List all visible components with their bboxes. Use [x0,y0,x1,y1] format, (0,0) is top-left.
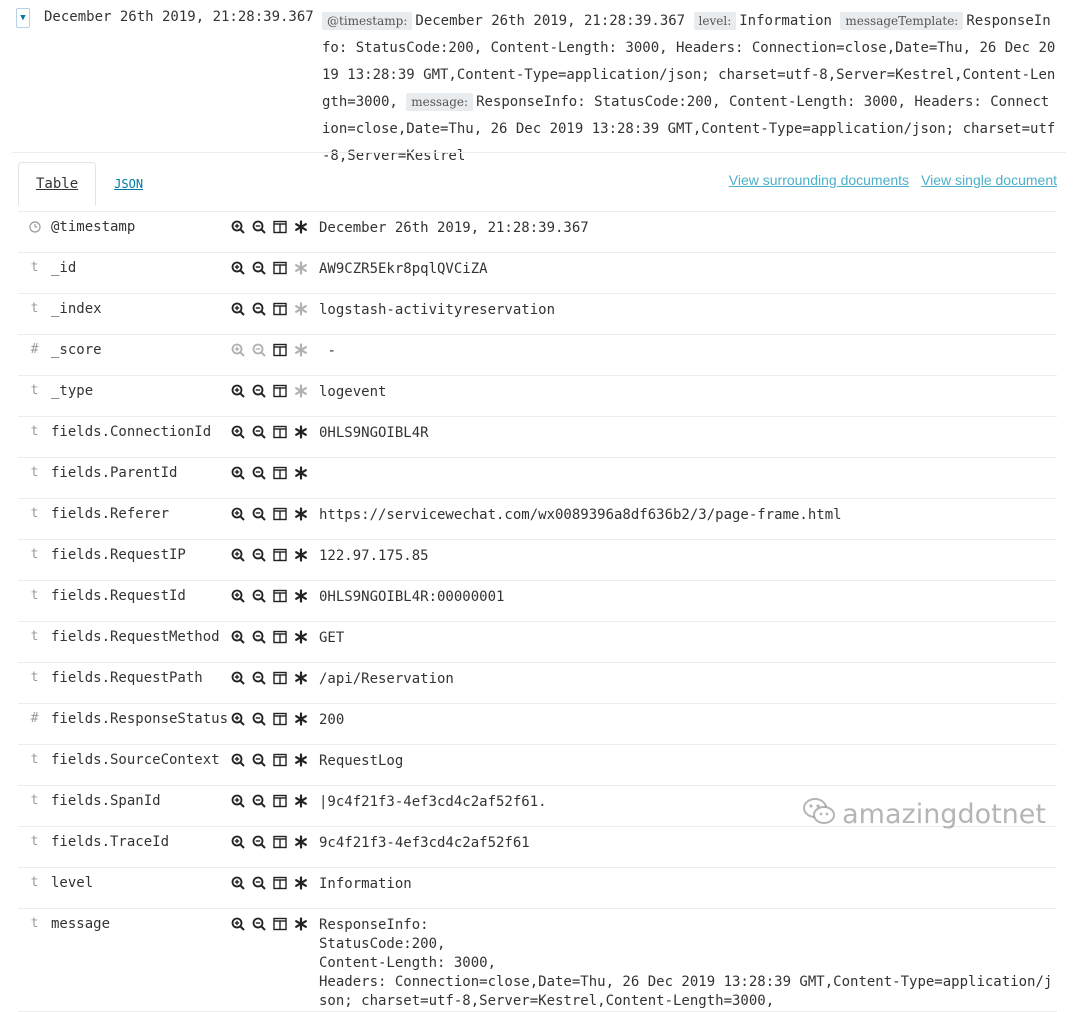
field-value: December 26th 2019, 21:28:39.367 [319,212,1057,253]
tab-table[interactable]: Table [18,162,96,206]
source-value: Information [739,13,832,29]
tab-json[interactable]: JSON [114,177,144,191]
field-name: fields.RequestMethod [51,622,231,663]
filter-out-value-icon[interactable] [252,261,266,275]
field-actions [231,294,319,335]
filter-for-value-icon[interactable] [231,671,245,685]
field-name: _score [51,335,231,376]
filter-exists-icon[interactable] [294,384,308,398]
filter-for-value-icon[interactable] [231,589,245,603]
filter-out-value-icon[interactable] [252,630,266,644]
table-row [18,827,1057,868]
expand-toggle-button[interactable] [16,8,30,28]
filter-exists-icon[interactable] [294,220,308,234]
field-name: level [51,868,231,909]
table-row [18,335,1057,376]
source-value: ResponseInfo: StatusCode:200, Content-Length: 3000, Headers: Connection=close,Date=Thu, 26 Dec 2019 13:28:39 GMT,Content-Type=application/json; charset=utf-8,Server=Kestrel [322,94,1056,164]
field-type-icon: # [18,335,51,376]
caret-down-icon: ▼ [20,12,26,23]
document-links [729,172,1057,188]
toggle-column-icon[interactable] [273,630,287,644]
watermark-text: amazingdotnet [842,799,1046,830]
toggle-column-icon[interactable] [273,507,287,521]
field-value: logstash-activityreservation [319,294,1057,335]
filter-for-value-icon[interactable] [231,917,245,931]
filter-out-value-icon[interactable] [252,548,266,562]
field-actions [231,827,319,868]
field-name: fields.RequestId [51,581,231,622]
table-row [18,499,1057,540]
filter-exists-icon[interactable] [294,630,308,644]
field-actions [231,663,319,704]
filter-for-value-icon[interactable] [231,261,245,275]
filter-out-value-icon[interactable] [252,753,266,767]
field-actions [231,745,319,786]
field-name: @timestamp [51,212,231,253]
field-value: ResponseInfo: StatusCode:200, Content-Length: 3000, Headers: Connection=close,Date=Thu, 26 Dec 2019 13:28:39 GMT,Content-Type=application/json; charset=utf-8,Server=Kestrel,Content-Length=3000, [319,909,1057,1012]
filter-for-value-icon[interactable] [231,548,245,562]
filter-for-value-icon[interactable] [231,302,245,316]
field-actions [231,786,319,827]
field-value: Information [319,868,1057,909]
filter-out-value-icon[interactable] [252,917,266,931]
filter-exists-icon[interactable] [294,507,308,521]
field-type-icon: t [18,663,51,704]
source-value: ResponseInfo: StatusCode:200, Content-Length: 3000, Headers: Connection=close,Date=Thu, 26 Dec 2019 13:28:39 GMT,Content-Type=application/json; charset=utf-8,Server=Kestrel,Content-Length=3000, [322,13,1056,110]
field-type-icon: t [18,622,51,663]
toggle-column-icon[interactable] [273,917,287,931]
field-value: RequestLog [319,745,1057,786]
filter-exists-icon[interactable] [294,466,308,480]
table-row [18,868,1057,909]
document-timestamp: December 26th 2019, 21:28:39.367 [44,9,314,25]
field-value: 122.97.175.85 [319,540,1057,581]
filter-exists-icon[interactable] [294,794,308,808]
source-key: level: [694,12,737,30]
source-key: @timestamp: [322,12,412,30]
filter-exists-icon[interactable] [294,589,308,603]
toggle-column-icon[interactable] [273,384,287,398]
table-row [18,253,1057,294]
field-actions [231,909,319,1012]
source-key: message: [406,93,473,111]
field-actions [231,253,319,294]
filter-out-value-icon[interactable] [252,712,266,726]
filter-for-value-icon[interactable] [231,630,245,644]
filter-out-value-icon[interactable] [252,425,266,439]
filter-for-value-icon[interactable] [231,220,245,234]
filter-exists-icon[interactable] [294,712,308,726]
filter-out-value-icon[interactable] [252,220,266,234]
field-actions [231,622,319,663]
filter-out-value-icon[interactable] [252,589,266,603]
field-type-icon: t [18,540,51,581]
field-type-icon: t [18,294,51,335]
toggle-column-icon[interactable] [273,261,287,275]
table-row [18,745,1057,786]
filter-for-value-icon[interactable] [231,343,245,357]
field-actions [231,417,319,458]
filter-for-value-icon[interactable] [231,753,245,767]
toggle-column-icon[interactable] [273,548,287,562]
field-value: 9c4f21f3-4ef3cd4c2af52f61 [319,827,1057,868]
table-row [18,704,1057,745]
field-name: fields.RequestPath [51,663,231,704]
field-type-icon: t [18,909,51,1012]
toggle-column-icon[interactable] [273,835,287,849]
field-name: fields.RequestIP [51,540,231,581]
filter-exists-icon[interactable] [294,671,308,685]
field-name: _index [51,294,231,335]
field-value: logevent [319,376,1057,417]
filter-exists-icon[interactable] [294,548,308,562]
table-row [18,622,1057,663]
toggle-column-icon[interactable] [273,876,287,890]
filter-out-value-icon[interactable] [252,466,266,480]
toggle-column-icon[interactable] [273,671,287,685]
toggle-column-icon[interactable] [273,753,287,767]
field-actions [231,499,319,540]
field-name: fields.ParentId [51,458,231,499]
doc-view-tabs [18,162,161,206]
field-type-icon: t [18,827,51,868]
field-type-icon: t [18,581,51,622]
field-actions [231,212,319,253]
field-actions [231,458,319,499]
filter-exists-icon[interactable] [294,261,308,275]
toggle-column-icon[interactable] [273,302,287,316]
table-row [18,212,1057,253]
field-actions [231,335,319,376]
filter-for-value-icon[interactable] [231,466,245,480]
field-name: fields.Referer [51,499,231,540]
filter-for-value-icon[interactable] [231,384,245,398]
table-row [18,376,1057,417]
field-actions [231,581,319,622]
filter-exists-icon[interactable] [294,876,308,890]
filter-for-value-icon[interactable] [231,425,245,439]
filter-out-value-icon[interactable] [252,876,266,890]
toggle-column-icon[interactable] [273,466,287,480]
filter-exists-icon[interactable] [294,753,308,767]
toggle-column-icon[interactable] [273,220,287,234]
table-row [18,581,1057,622]
field-type-icon: t [18,745,51,786]
field-actions [231,540,319,581]
field-value: 200 [319,704,1057,745]
filter-out-value-icon[interactable] [252,343,266,357]
field-name: fields.SourceContext [51,745,231,786]
table-row [18,786,1057,827]
filter-for-value-icon[interactable] [231,712,245,726]
filter-out-value-icon[interactable] [252,835,266,849]
filter-out-value-icon[interactable] [252,671,266,685]
filter-exists-icon[interactable] [294,425,308,439]
filter-exists-icon[interactable] [294,343,308,357]
field-type-icon: t [18,417,51,458]
filter-out-value-icon[interactable] [252,384,266,398]
filter-for-value-icon[interactable] [231,835,245,849]
field-value: AW9CZR5Ekr8pqlQVCiZA [319,253,1057,294]
document-field-table [18,211,1057,1012]
field-value: 0HLS9NGOIBL4R [319,417,1057,458]
toggle-column-icon[interactable] [273,343,287,357]
field-name: fields.TraceId [51,827,231,868]
field-value: GET [319,622,1057,663]
toggle-column-icon[interactable] [273,589,287,603]
filter-for-value-icon[interactable] [231,794,245,808]
table-row [18,458,1057,499]
field-value: 0HLS9NGOIBL4R:00000001 [319,581,1057,622]
table-row [18,540,1057,581]
field-type-icon: t [18,868,51,909]
field-type-icon: t [18,786,51,827]
field-actions [231,376,319,417]
field-value: |9c4f21f3-4ef3cd4c2af52f61. [319,786,1057,827]
field-type-icon: t [18,376,51,417]
filter-exists-icon[interactable] [294,302,308,316]
view-single-document-link[interactable]: View single document [921,172,1057,188]
table-row [18,294,1057,335]
source-key: messageTemplate: [840,12,963,30]
field-name: message [51,909,231,1012]
filter-out-value-icon[interactable] [252,794,266,808]
field-value: - [319,335,1057,376]
field-name: _type [51,376,231,417]
field-actions [231,704,319,745]
table-row [18,909,1057,1012]
field-value: https://servicewechat.com/wx0089396a8df636b2/3/page-frame.html [319,499,1057,540]
table-row [18,417,1057,458]
filter-exists-icon[interactable] [294,835,308,849]
field-value: /api/Reservation [319,663,1057,704]
field-type-icon: t [18,253,51,294]
filter-for-value-icon[interactable] [231,507,245,521]
field-type-icon: t [18,458,51,499]
document-source-summary [322,8,1057,164]
field-type-date-icon [18,212,51,253]
table-row [18,663,1057,704]
field-name: fields.SpanId [51,786,231,827]
toggle-column-icon[interactable] [273,712,287,726]
filter-exists-icon[interactable] [294,917,308,931]
field-name: _id [51,253,231,294]
filter-out-value-icon[interactable] [252,302,266,316]
divider [12,152,1066,153]
field-actions [231,868,319,909]
filter-out-value-icon[interactable] [252,507,266,521]
field-name: fields.ConnectionId [51,417,231,458]
field-type-icon: # [18,704,51,745]
toggle-column-icon[interactable] [273,425,287,439]
filter-for-value-icon[interactable] [231,876,245,890]
source-value: December 26th 2019, 21:28:39.367 [415,13,686,29]
field-value [319,458,1057,499]
toggle-column-icon[interactable] [273,794,287,808]
field-name: fields.ResponseStatus [51,704,231,745]
view-surrounding-documents-link[interactable]: View surrounding documents [728,172,910,188]
field-type-icon: t [18,499,51,540]
